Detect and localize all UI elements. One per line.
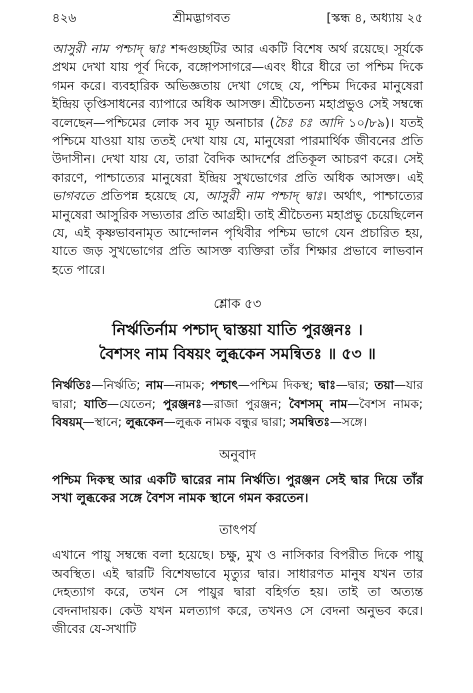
synonym-meaning: পশ্চিম দিকস্থ;: [249, 378, 319, 393]
synonym-word: পশ্চাৎ: [210, 378, 238, 393]
synonym-word: তয়া: [374, 378, 394, 393]
synonym-meaning: সঙ্গে।: [341, 415, 367, 430]
italic-lead-phrase: আসুরী নাম পশ্চাদ্ দ্বাঃ: [52, 41, 166, 56]
book-title: শ্রীমদ্ভাগবত: [172, 10, 231, 25]
synonym-meaning: লুব্ধক নামক বন্ধুর দ্বারা;: [175, 415, 291, 430]
sloka-heading: শ্লোক ৫৩: [213, 297, 262, 313]
sloka-line-1: নির্ঋতির্নাম পশ্চাদ্ দ্বাস্তয়া যাতি পুরঞ্জনঃ ।: [112, 321, 363, 340]
synonym-meaning: দ্বার;: [347, 378, 375, 393]
chapter-reference: [স্কন্ধ ৪, অধ্যায় ২৫: [326, 10, 423, 25]
paragraph-text: । অর্থাৎ, পাশ্চাত্যের মানুষেরা আসুরিক সভ্যতার প্রতি আগ্রহী। তাই শ্রীচৈতন্য মহাপ্রভু চেয়েছিলেন যে, এই কৃষ্ণভাবনামৃত আন্দোলন পৃথিবীর পশ্চিম ভাগে যেন প্রচারিত হয়, যাতে জড় সুখভোগের প্রতি আসক্ত ব্যক্তিরা তাঁর শিক্ষার প্রভাবে লাভবান হতে পারে।: [52, 188, 423, 277]
page-header: [52, 10, 423, 40]
synonym-word: সমন্বিতঃ: [290, 415, 330, 430]
synonym-word: যাতি: [84, 396, 107, 411]
translation-text: পশ্চিম দিকস্থ আর একটি দ্বারের নাম নির্ঋতি। পুরঞ্জন সেই দ্বার দিয়ে তাঁর সখা লুব্ধকের সঙ্গে বৈশস নামক স্থানে গমন করতেন।: [52, 471, 423, 505]
synonym-word: নির্ঋতিঃ: [52, 378, 92, 393]
paragraph-text: প্রতিপন্ন হয়েছে যে,: [94, 188, 206, 204]
purport-continued-paragraph: [52, 40, 423, 279]
synonym-meaning: স্থানে;: [94, 415, 126, 430]
purport-text: এখানে পায়ু সম্বন্ধে বলা হয়েছে। চক্ষু, মুখ ও নাসিকার বিপরীত দিকে পায়ু অবস্থিত। এই দ্বারটি বিশেষভাবে মৃত্যুর দ্বার। সাধারণত মানুষ যখন তার দেহত্যাগ করে, তখন সে পায়ুর দ্বারা বহির্গত হয়। তাই তা অত্যন্ত বেদনাদায়ক। কেউ যখন মলত্যাগ করে, তখনও সে বেদনা অনুভব করে। জীবের যে-সখাটি: [52, 547, 423, 636]
italic-asuri-phrase: আসুরী নাম পশ্চাদ্ দ্বাঃ: [205, 188, 323, 204]
synonyms-paragraph: নির্ঋতিঃ—নির্ঋতি; নাম—নামক; পশ্চাৎ—পশ্চিম দিকস্থ; দ্বাঃ—দ্বার; তয়া—যার দ্বারা; যাতি—যেতেন; পুরঞ্জনঃ—রাজা পুরঞ্জন; বৈশসম্ নাম—বৈশস নামক; বিষয়ম্—স্থানে; লুব্ধকেন—লুব্ধক নামক বন্ধুর দ্বারা; সমন্বিতঃ—সঙ্গে।: [52, 378, 423, 430]
paragraph-text: ১০/৮৯)। যতই পশ্চিমে যাওয়া যায় ততই দেখা যায় যে, মানুষেরা পারমার্থিক জীবনের প্রতি উদাসীন। দেখা যায় যে, তারা বৈদিক আদর্শের প্রতিকূল আচরণ করে। সেই কারণে, পাশ্চাত্যের মানুষেরা ইন্দ্রিয় সুখভোগের প্রতি অধিক আসক্ত। এই: [52, 114, 424, 185]
paragraph-text: শব্দগুচ্ছটির আর একটি বিশেষ অর্থ রয়েছে। সূর্যকে প্রথম দেখা যায় পূর্ব দিকে, বঙ্গোপসাগরে—এবং ধীরে ধীরে তা পশ্চিম দিকে গমন করে। ব্যবহারিক অভিজ্ঞতায় দেখা গেছে যে, পশ্চিম দিকের মানুষেরা ইন্দ্রিয় তৃপ্তিসাধনের ব্যাপারে অধিক আসক্ত। শ্রীচৈতন্য মহাপ্রভুও সেই সম্বন্ধে বলেছেন—পশ্চিমের লোক সব মূঢ় অনাচার (: [52, 41, 423, 130]
synonym-word: পুরঞ্জনঃ: [163, 396, 202, 411]
synonym-meaning: নামক;: [175, 378, 211, 393]
synonym-meaning: নির্ঋতি;: [103, 378, 146, 393]
synonym-word: বৈশসম্ নাম: [289, 396, 348, 411]
synonym-meaning: যার দ্বারা;: [52, 378, 423, 411]
purport-heading: তাৎপর্য: [219, 523, 256, 539]
synonym-word: দ্বাঃ: [318, 378, 336, 393]
synonym-word: বিষয়ম্: [52, 415, 83, 430]
synonym-word: নাম: [145, 378, 164, 393]
synonym-meaning: রাজা পুরঞ্জন;: [213, 396, 289, 411]
synonym-meaning: যেতেন;: [118, 396, 164, 411]
italic-citation: চৈঃ চঃ আদি: [274, 114, 343, 130]
translation-heading: অনুবাদ: [219, 447, 256, 463]
page-number: ৪২৬: [52, 10, 77, 25]
italic-bhagavata: ভাগবতে: [52, 188, 95, 204]
sloka-line-2: বৈশসং নাম বিষয়ং লুব্ধকেন সমন্বিতঃ ॥ ৫৩ ॥: [99, 345, 376, 364]
synonym-meaning: বৈশস নামক;: [359, 396, 423, 411]
synonym-word: লুব্ধকেন: [125, 415, 164, 430]
